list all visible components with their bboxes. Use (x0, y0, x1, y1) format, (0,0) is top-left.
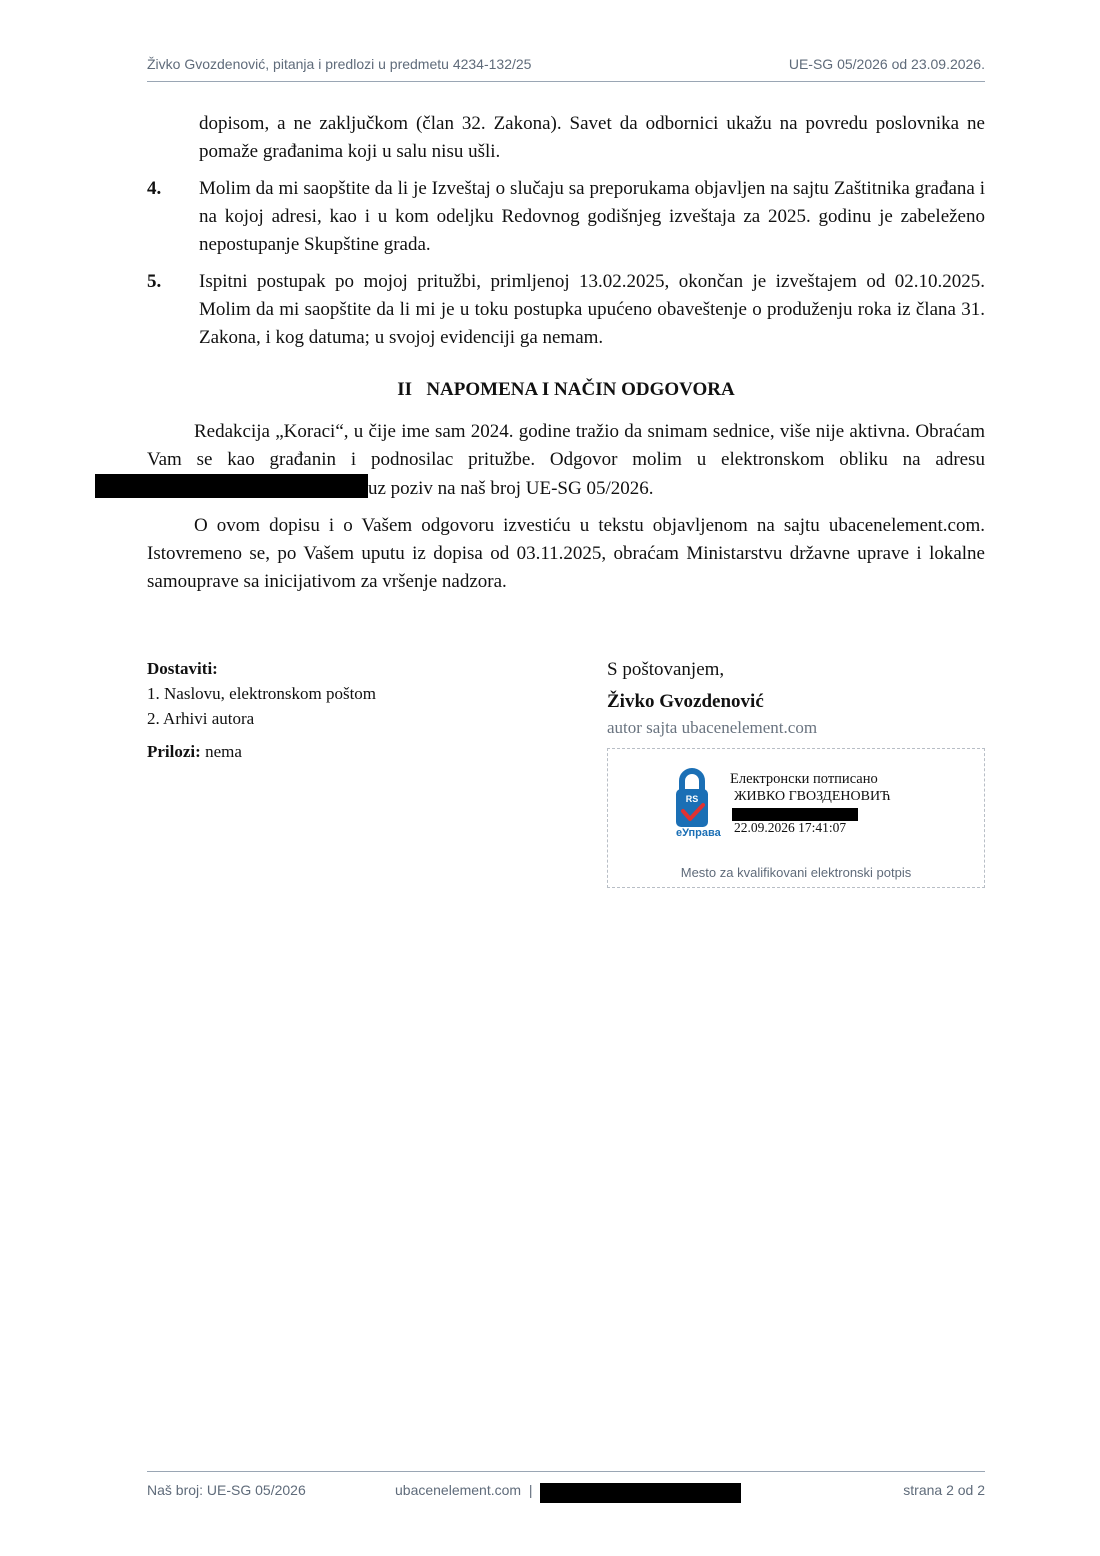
stamp-signer: ЖИВКО ГВОЗДЕНОВИЋ (734, 789, 891, 804)
stamp-datetime: 22.09.2026 17:41:07 (734, 820, 847, 835)
item-text: Ispitni postupak po mojoj pritužbi, primljenoj 13.02.2025, okončan je izveštajem od 02.10.2025. Molim da mi saopštite da li mi je u toku postupka upućeno obaveštenje o produženju roka iz člana 31. Zakona, i kog datuma; u svojoj evidenciji ga nemam. (199, 271, 985, 348)
footer-center: ubacenelement.com | (395, 1482, 533, 1498)
page-footer (147, 1471, 985, 1512)
page-header (147, 54, 985, 82)
euprava-logo-text: еУправа (676, 827, 721, 839)
attachments-value: nema (205, 742, 242, 761)
paragraph-notice: O ovom dopisu i o Vašem odgovoru izvestiću u tekstu objavljenom na sajtu ubacenelement.com. Istovremeno se, po Vašem uputu iz dopisa od 03.11.2025, obraćam Ministarstvu državne uprave i lokalne samouprave sa inicijativom za vršenje nadzora. (147, 515, 985, 592)
delivery-label: Dostaviti: (147, 659, 218, 678)
document-page (147, 0, 985, 1556)
item-number: 5. (147, 271, 162, 292)
paragraph-response-method (147, 418, 985, 503)
stamp-title: Електронски потписано (730, 771, 878, 787)
footer-left: Naš broj: UE-SG 05/2026 (147, 1482, 306, 1498)
paragraph-text-after: uz poziv na naš broj UE-SG 05/2026. (368, 478, 654, 499)
e-signature-box (607, 748, 985, 888)
redacted-email (95, 474, 368, 498)
delivery-item: 2. Arhivi autora (147, 709, 255, 728)
list-item-4 (147, 175, 985, 259)
item-number: 4. (147, 178, 162, 199)
lock-label: RS (685, 794, 699, 804)
redacted-footer-contact (540, 1483, 741, 1503)
document-body (147, 110, 985, 596)
item-continuation: dopisom, a ne zaključkom (član 32. Zakona). Savet da odbornici ukažu na povredu poslovnika ne pomaže građanima koji u salu nisu ušli. (199, 113, 985, 162)
signer-role: autor sajta ubacenelement.com (607, 718, 818, 737)
e-signature-stamp (668, 763, 938, 853)
signature-caption: Mesto za kvalifikovani elektronski potpis (680, 865, 912, 880)
attachments-line (147, 739, 376, 764)
padlock-icon (674, 767, 710, 829)
signer-name: Živko Gvozdenović (607, 691, 764, 712)
list-item-5 (147, 268, 985, 352)
header-right: UE-SG 05/2026 od 23.09.2026. (788, 56, 985, 72)
greeting: S poštovanjem, (607, 659, 725, 680)
delivery-block (147, 656, 376, 764)
attachments-label: Prilozi: (147, 742, 201, 761)
paragraph-text-before: Redakcija „Koraci“, u čije ime sam 2024. godine tražio da snimam sednice, više nije aktivna. Obraćam Vam se kao građanin i podnosilac pritužbe. Odgovor molim u elektronskom obliku na adresu (147, 421, 985, 470)
signature-block (607, 656, 985, 888)
delivery-item: 1. Naslovu, elektronskom poštom (147, 684, 377, 703)
section-title: II NAPOMENA I NAČIN ODGOVORA (397, 379, 735, 400)
footer-page-number: strana 2 od 2 (903, 1482, 985, 1498)
header-left: Živko Gvozdenović, pitanja i predlozi u predmetu 4234-132/25 (147, 56, 532, 72)
item-text: Molim da mi saopštite da li je Izveštaj o slučaju sa preporukama objavljen na sajtu Zaštitnika građana i na kojoj adresi, kao i u kom odeljku Redovnog godišnjeg izveštaja za 2025. godinu je zabeleženo nepostupanje Skupštine grada. (199, 178, 985, 255)
